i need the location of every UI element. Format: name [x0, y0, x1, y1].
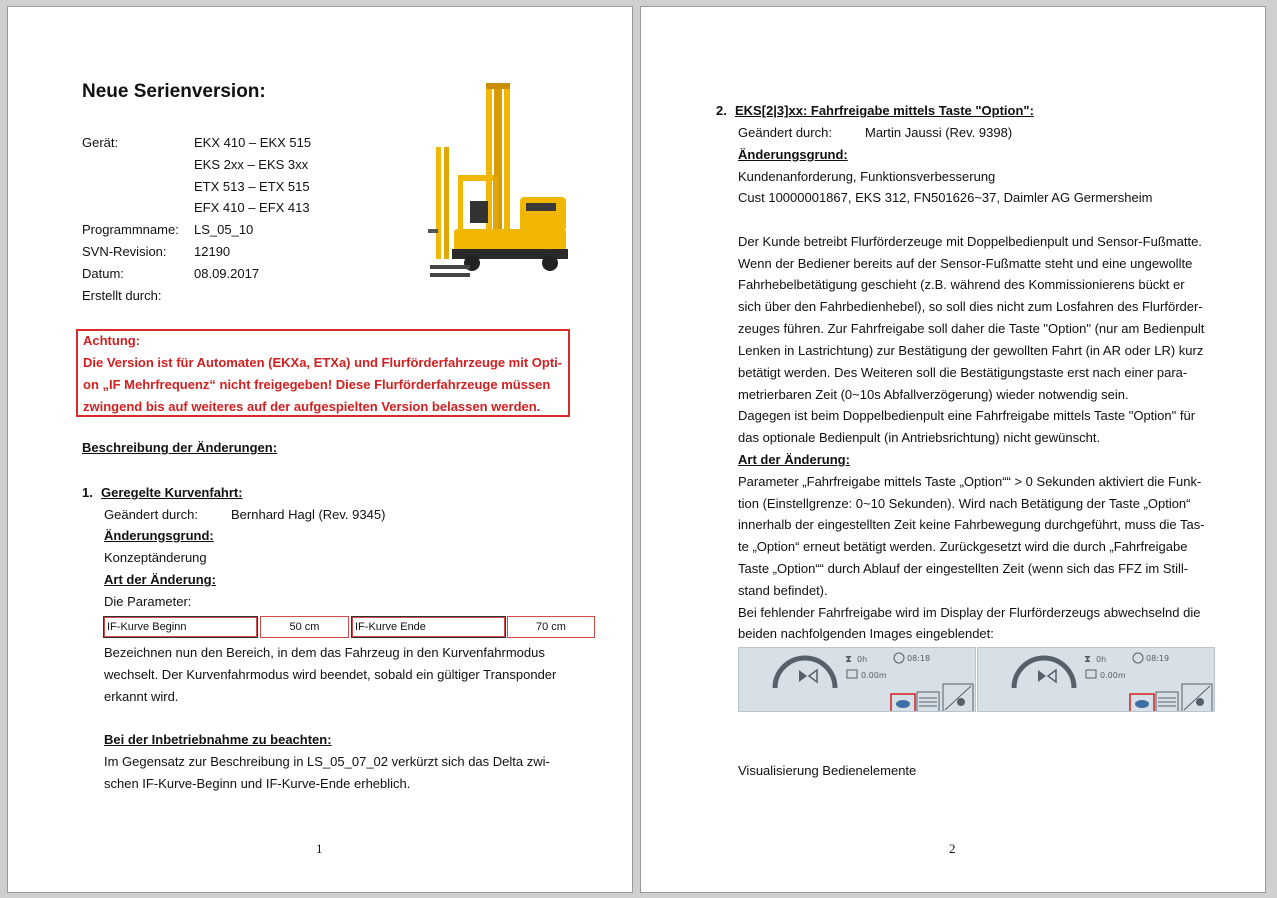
image-caption: Visualisierung Bedienelemente — [738, 763, 917, 778]
geraet-value: EKX 410 – EKX 515 — [194, 135, 312, 150]
kind-heading: Art der Änderung: — [738, 452, 850, 467]
commission-line: Im Gegensatz zur Beschreibung in LS_05_07_02 verkürzt sich das Delta zwi- — [104, 754, 550, 769]
desc-line: wechselt. Der Kurvenfahrmodus wird beendet, sobald ein gültiger Transponder — [104, 667, 557, 682]
reason-text: Konzeptänderung — [104, 550, 207, 565]
body-line: das optionale Bedienpult (in Antriebsrichtung) nicht gewünscht. — [738, 430, 1101, 445]
reason-line: Kundenanforderung, Funktionsverbesserung — [738, 169, 996, 184]
display-image-1 — [738, 647, 976, 712]
document-page-2 — [640, 6, 1266, 893]
body-line: sich über den Fahrbedienhebel), so soll dies nicht zum Losfahren des Flurförder- — [738, 299, 1203, 314]
item-title: Geregelte Kurvenfahrt: — [101, 485, 243, 500]
kind-line: beiden nachfolgenden Images eingeblendet: — [738, 626, 994, 641]
body-line: Fahrhebelbetätigung geschieht (z.B. während des Kommissionierens bückt er — [738, 277, 1185, 292]
changed-by-label: Geändert durch: — [738, 125, 832, 140]
params-intro: Die Parameter: — [104, 594, 192, 609]
geraet-value: ETX 513 – ETX 515 — [194, 179, 310, 194]
body-line: zeuges führen. Zur Fahrfreigabe soll daher die Taste "Option" (nur am Bedienpult — [738, 321, 1205, 336]
kind-line: te „Option“ erneut betätigt werden. Zurückgesetzt wird die durch „Fahrfreigabe — [738, 539, 1188, 554]
body-line: betätigt werden. Des Weiteren soll die Bestätigungstaste erst nach einer para- — [738, 365, 1188, 380]
document-page-1 — [7, 6, 633, 893]
display-image-2 — [977, 647, 1215, 712]
kind-line: Parameter „Fahrfreigabe mittels Taste „Option““ > 0 Sekunden aktiviert die Funk- — [738, 474, 1202, 489]
svg-text:⧗: ⧗ — [1084, 654, 1092, 665]
display-hours: 0h — [857, 655, 868, 664]
page-number: 1 — [316, 841, 323, 856]
kind-line: tion (Einstellgrenze: 0~10 Sekunden). Wird nach Betätigung der Taste „Option“ — [738, 496, 1191, 511]
svg-text:⧗: ⧗ — [845, 654, 853, 665]
changes-heading: Beschreibung der Änderungen: — [82, 440, 278, 455]
page-title: Neue Serienversion: — [82, 81, 266, 102]
item-number: 2. — [716, 103, 727, 118]
erstellt-label: Erstellt durch: — [82, 288, 162, 303]
page-number: 2 — [949, 841, 956, 856]
display-clock: 08:19 — [1146, 654, 1170, 663]
warning-line: on „IF Mehrfrequenz“ nicht freigegeben! Diese Flurförderfahrzeuge müssen — [83, 377, 551, 392]
param-label: IF-Kurve Beginn — [103, 616, 258, 638]
warning-line: zwingend bis auf weiteres auf der aufgespielten Version belassen werden. — [83, 399, 541, 414]
warning-box — [76, 329, 570, 417]
kind-line: Taste „Option““ durch Ablauf der eingestellten Zeit (wenn sich das FFZ im Still- — [738, 561, 1189, 576]
programmname-label: Programmname: — [82, 222, 179, 237]
body-line: metrierbaren Zeit (0~10s Abfallverzögerung) wieder notwendig sein. — [738, 387, 1129, 402]
body-line: Wenn der Bediener bereits auf der Sensor-Fußmatte steht und eine ungewollte — [738, 256, 1193, 271]
warning-title: Achtung: — [83, 333, 141, 348]
datum-value: 08.09.2017 — [194, 266, 260, 281]
programmname-value: LS_05_10 — [194, 222, 254, 237]
changed-by-value: Martin Jaussi (Rev. 9398) — [865, 125, 1013, 140]
reason-heading: Änderungsgrund: — [738, 147, 848, 162]
body-line: Der Kunde betreibt Flurförderzeuge mit Doppelbedienpult und Sensor-Fußmatte. — [738, 234, 1202, 249]
kind-line: stand befindet). — [738, 583, 828, 598]
datum-label: Datum: — [82, 266, 124, 281]
display-hours: 0h — [1096, 655, 1107, 664]
reason-line: Cust 10000001867, EKS 312, FN501626~37, Daimler AG Germersheim — [738, 190, 1153, 205]
geraet-value: EKS 2xx – EKS 3xx — [194, 157, 309, 172]
body-line: Lenken in Lastrichtung) zur Bestätigung der gewollten Fahrt (in AR oder LR) kurz — [738, 343, 1204, 358]
kind-heading: Art der Änderung: — [104, 572, 216, 587]
warning-line: Die Version ist für Automaten (EKXa, ETXa) und Flurförderfahrzeuge mit Opti- — [83, 355, 563, 370]
item-title: EKS[2|3]xx: Fahrfreigabe mittels Taste "Option": — [735, 103, 1034, 118]
param-value: 50 cm — [260, 616, 349, 638]
desc-line: erkannt wird. — [104, 689, 179, 704]
changed-by-value: Bernhard Hagl (Rev. 9345) — [231, 507, 386, 522]
display-distance: 0.00m — [861, 671, 887, 680]
commission-heading: Bei der Inbetriebnahme zu beachten: — [104, 732, 332, 747]
param-label: IF-Kurve Ende — [351, 616, 506, 638]
kind-line: innerhalb der eingestellten Zeit keine Fahrbewegung durchgeführt, muss die Tas- — [738, 517, 1205, 532]
commission-line: schen IF-Kurve-Beginn und IF-Kurve-Ende erheblich. — [104, 776, 411, 791]
svn-label: SVN-Revision: — [82, 244, 167, 259]
kind-line: Bei fehlender Fahrfreigabe wird im Display der Flurförderzeugs abwechselnd die — [738, 605, 1201, 620]
param-value: 70 cm — [507, 616, 595, 638]
body-line: Dagegen ist beim Doppelbedienpult eine Fahrfreigabe mittels Taste "Option" für — [738, 408, 1196, 423]
display-clock: 08:18 — [907, 654, 931, 663]
forklift-image — [424, 79, 574, 279]
geraet-label: Gerät: — [82, 135, 119, 150]
changed-by-label: Geändert durch: — [104, 507, 198, 522]
display-distance: 0.00m — [1100, 671, 1126, 680]
desc-line: Bezeichnen nun den Bereich, in dem das Fahrzeug in den Kurvenfahrmodus — [104, 645, 545, 660]
reason-heading: Änderungsgrund: — [104, 528, 214, 543]
geraet-value: EFX 410 – EFX 413 — [194, 200, 310, 215]
svn-value: 12190 — [194, 244, 231, 259]
item-number: 1. — [82, 485, 93, 500]
